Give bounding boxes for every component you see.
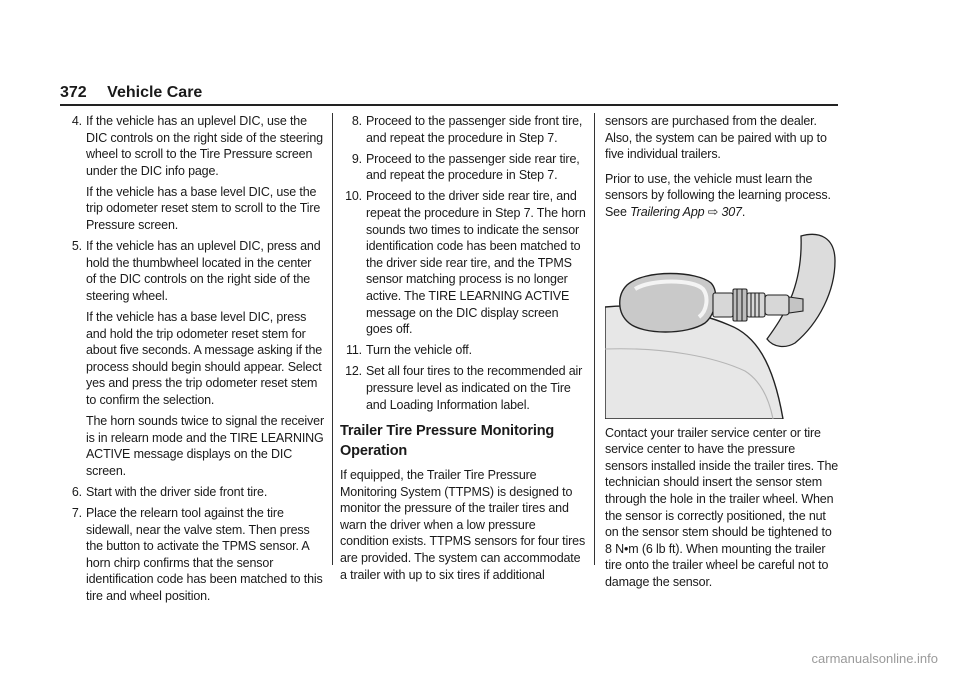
step-12 [340, 363, 586, 413]
learning-paragraph [605, 171, 839, 221]
header-rule [60, 104, 838, 106]
ttpms-intro-paragraph: If equipped, the Trailer Tire Pressure Monitoring System (TTPMS) is designed to monitor the pressure of the trailer tires and warn the driver when a low pressure condition exists. TTPMS sensors for four tires are provided. The system can accommodate a trailer with up to six tires if additional [340, 468, 586, 582]
sensor-body [620, 273, 716, 332]
step-text: Set all four tires to the recommended air pressure level as indicated on the Tire and Loading Information label. [366, 364, 583, 412]
step-text: If the vehicle has an uplevel DIC, press and hold the thumbwheel located in the center of the DIC controls on the right side of the steering wheel. [86, 239, 321, 303]
step-number: 8. [351, 114, 362, 128]
step-number: 9. [351, 151, 362, 166]
step-6 [60, 484, 324, 501]
step-7 [60, 505, 324, 605]
step-text: Proceed to the passenger side front tire, and repeat the procedure in Step 7. [366, 114, 583, 145]
step-number: 5. [71, 239, 82, 254]
column-divider-left [332, 113, 333, 565]
step-text: Place the relearn tool against the tire sidewall, near the valve stem. Then press the button to activate the TPMS sensor. A horn chirp confirms that the sensor identification code has been matched to this tire and wheel position. [86, 506, 323, 604]
learning-text: Prior to use, the vehicle must learn the sensors by following the learning process. See [605, 171, 831, 219]
sensors-paragraph: sensors are purchased from the dealer. Also, the system can be paired with up to five individual trailers. [605, 114, 827, 162]
step-5-note-horn: The horn sounds twice to signal the receiver is in relearn mode and the TIRE LEARNING ACTIVE message displays on the DIC screen. [86, 414, 324, 478]
page-header [60, 84, 202, 102]
step-number: 4. [71, 114, 82, 128]
step-5 [60, 238, 324, 304]
column-divider-right [594, 113, 595, 565]
step-8 [340, 113, 586, 146]
footer-watermark: carmanualsonline.info [811, 651, 938, 666]
step-number: 6. [71, 484, 82, 499]
step-number: 12. [345, 364, 362, 379]
step-number: 11. [346, 343, 362, 358]
column-1 [60, 113, 324, 609]
step-number: 10. [345, 189, 362, 204]
step-4 [60, 113, 324, 179]
step-11 [340, 342, 586, 359]
section-heading: Trailer Tire Pressure Monitoring Operation [340, 423, 555, 460]
step-text: Proceed to the passenger side rear tire, and repeat the procedure in Step 7. [366, 151, 580, 183]
section-title: Vehicle Care [107, 84, 203, 101]
column-3 [605, 113, 839, 599]
column-2 [340, 113, 586, 591]
page-number: 372 [60, 84, 87, 101]
step-5-note: If the vehicle has a base level DIC, press and hold the trip odometer reset stem for about five seconds. A message asking if the process should begin should appear. Select yes and press the trip odometer reset stem to confirm the selection. [86, 310, 323, 407]
step-text: If the vehicle has an uplevel DIC, use the DIC controls on the right side of the steering wheel to scroll to the Tire Pressure screen under the DIC info page. [86, 114, 323, 178]
step-text: Proceed to the driver side rear tire, and repeat the procedure in Step 7. The horn sounds two times to indicate the sensor identification code has been matched to the driver side rear tire, and the TPMS sensor matching process is no longer active. The TIRE LEARNING ACTIVE message on the DIC display screen goes off. [366, 189, 586, 337]
tire-pressure-sensor-illustration [605, 231, 839, 419]
installation-paragraph: Contact your trailer service center or tire service center to have the pressure sensors installed inside the trailer tires. The technician should insert the sensor stem through the hole in the trailer wheel. When the sensor is correctly positioned, the nut on the sensor stem should be tightened to 8 N•m (6 lb ft). When mounting the trailer tire onto the trailer wheel be careful not to damage the sensor. [605, 425, 839, 589]
step-4-note: If the vehicle has a base level DIC, use the trip odometer reset stem to scroll to the Tire Pressure screen. [86, 184, 321, 233]
step-number: 7. [71, 506, 82, 521]
reference-page[interactable]: 307 [721, 204, 742, 219]
step-text: Turn the vehicle off. [366, 343, 472, 358]
step-text: Start with the driver side front tire. [86, 484, 268, 499]
reference-period: . [741, 204, 746, 219]
page-ref-arrow-icon: ⇨ [707, 204, 719, 219]
reference-link[interactable]: Trailering App [630, 204, 705, 219]
step-9 [340, 151, 586, 184]
step-10 [340, 188, 586, 337]
